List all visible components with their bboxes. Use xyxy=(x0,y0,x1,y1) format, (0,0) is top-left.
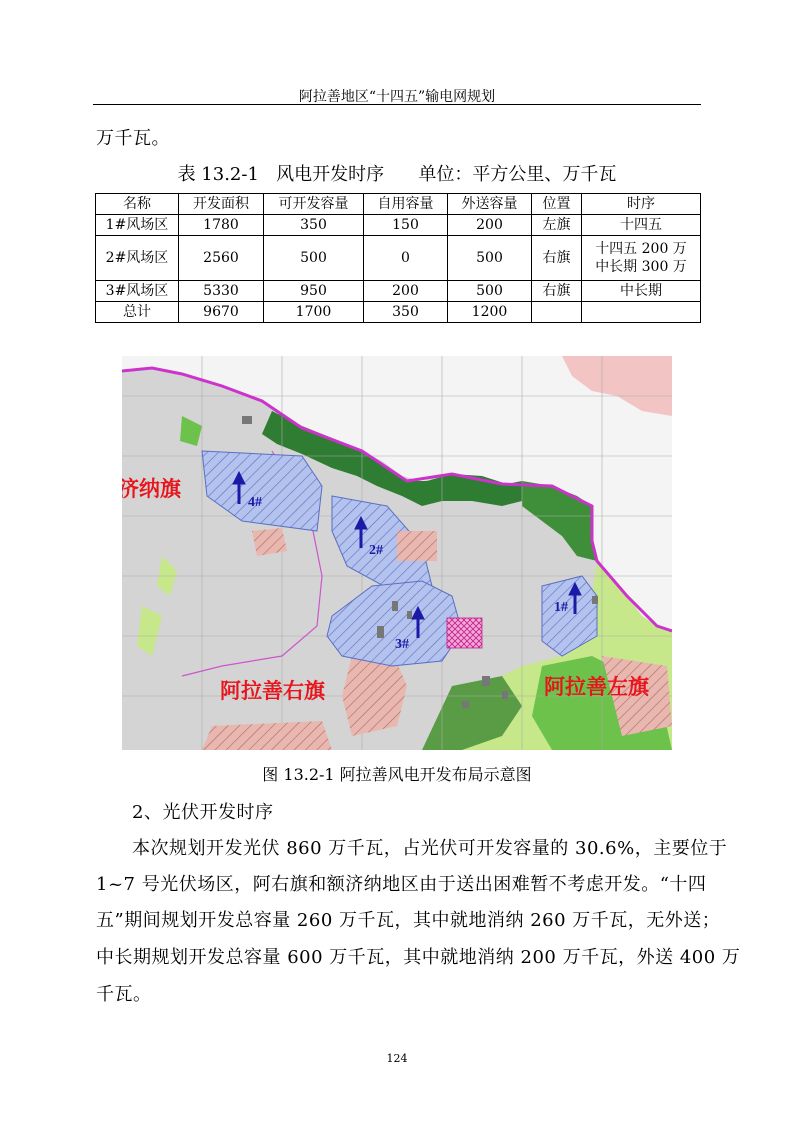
wind-development-table xyxy=(95,193,701,323)
table-cell-area: 5330 xyxy=(179,281,264,302)
map-svg xyxy=(122,356,672,750)
table-header-cell: 开发面积 xyxy=(179,194,264,215)
alxa-right-banner-label: 阿拉善右旗 xyxy=(220,679,325,703)
table-row xyxy=(96,215,701,236)
table-cell-export: 1200 xyxy=(448,302,532,323)
table-cell-timing: 中长期 xyxy=(582,281,701,302)
section-heading: 2、光伏开发时序 xyxy=(132,802,274,823)
table-cell-self-use: 200 xyxy=(364,281,448,302)
figure-caption: 图 13.2-1 阿拉善风电开发布局示意图 xyxy=(262,765,532,784)
table-cell-area: 9670 xyxy=(179,302,264,323)
table-header-cell: 可开发容量 xyxy=(264,194,364,215)
table-cell-capacity: 350 xyxy=(264,215,364,236)
table-caption: 表 13.2-1 风电开发时序 单位：平方公里、万千瓦 xyxy=(177,164,617,185)
zone-2-label: 2# xyxy=(369,543,383,558)
alxa-left-banner-label: 阿拉善左旗 xyxy=(544,675,649,699)
zone-1-label: 1# xyxy=(554,600,568,615)
ejina-banner-label: 济纳旗 xyxy=(122,477,181,501)
table-cell-capacity: 500 xyxy=(264,236,364,281)
paragraph-line: 中长期规划开发总容量 600 万千瓦，其中就地消纳 200 万千瓦，外送 400 万 xyxy=(96,947,741,968)
wind-layout-map xyxy=(122,356,672,750)
page-header-title: 阿拉善地区“十四五”输电网规划 xyxy=(298,89,496,105)
table-row xyxy=(96,281,701,302)
paragraph-line: 千瓦。 xyxy=(96,984,152,1005)
table-cell-self-use: 150 xyxy=(364,215,448,236)
table-row xyxy=(96,236,701,281)
table-header-cell: 名称 xyxy=(96,194,179,215)
table-header-cell: 外送容量 xyxy=(448,194,532,215)
timing-line: 十四五 200 万 xyxy=(595,241,687,257)
table-header-cell: 自用容量 xyxy=(364,194,448,215)
table-cell-location: 右旗 xyxy=(532,281,582,302)
table-cell-location: 右旗 xyxy=(532,236,582,281)
reserve-area xyxy=(252,528,287,556)
table-row-total xyxy=(96,302,701,323)
table-cell-area: 1780 xyxy=(179,215,264,236)
table-cell-export: 200 xyxy=(448,215,532,236)
table-cell-location xyxy=(532,302,582,323)
solar-site xyxy=(447,618,482,648)
table-cell-name: 3#风场区 xyxy=(96,281,179,302)
reserve-area xyxy=(397,531,437,561)
table-cell-name: 1#风场区 xyxy=(96,215,179,236)
paragraph-line: 1~7 号光伏场区，阿右旗和额济纳地区由于送出困难暂不考虑开发。“十四 xyxy=(96,874,707,895)
table-header-cell: 时序 xyxy=(582,194,701,215)
table-cell-capacity: 1700 xyxy=(264,302,364,323)
timing-line: 中长期 300 万 xyxy=(595,259,687,275)
header-rule xyxy=(93,104,701,105)
table-header-row xyxy=(96,194,701,215)
intro-line: 万千瓦。 xyxy=(96,128,170,149)
page-number: 124 xyxy=(386,1052,408,1065)
table-cell-timing: 十四五 xyxy=(582,215,701,236)
table-cell-area: 2560 xyxy=(179,236,264,281)
zone-3-label: 3# xyxy=(395,637,409,652)
table-cell-export: 500 xyxy=(448,236,532,281)
table-header-cell: 位置 xyxy=(532,194,582,215)
table-cell-self-use: 0 xyxy=(364,236,448,281)
table-cell-self-use: 350 xyxy=(364,302,448,323)
table-cell-name: 2#风场区 xyxy=(96,236,179,281)
zone-4-label: 4# xyxy=(248,495,262,510)
paragraph-line: 本次规划开发光伏 860 万千瓦，占光伏可开发容量的 30.6%，主要位于 xyxy=(132,838,728,859)
table-cell-export: 500 xyxy=(448,281,532,302)
table-cell-capacity: 950 xyxy=(264,281,364,302)
table-cell-timing xyxy=(582,236,701,281)
paragraph-line: 五”期间规划开发总容量 260 万千瓦，其中就地消纳 260 万千瓦，无外送； xyxy=(96,910,721,931)
table-cell-timing xyxy=(582,302,701,323)
table-cell-location: 左旗 xyxy=(532,215,582,236)
table-cell-name: 总计 xyxy=(96,302,179,323)
